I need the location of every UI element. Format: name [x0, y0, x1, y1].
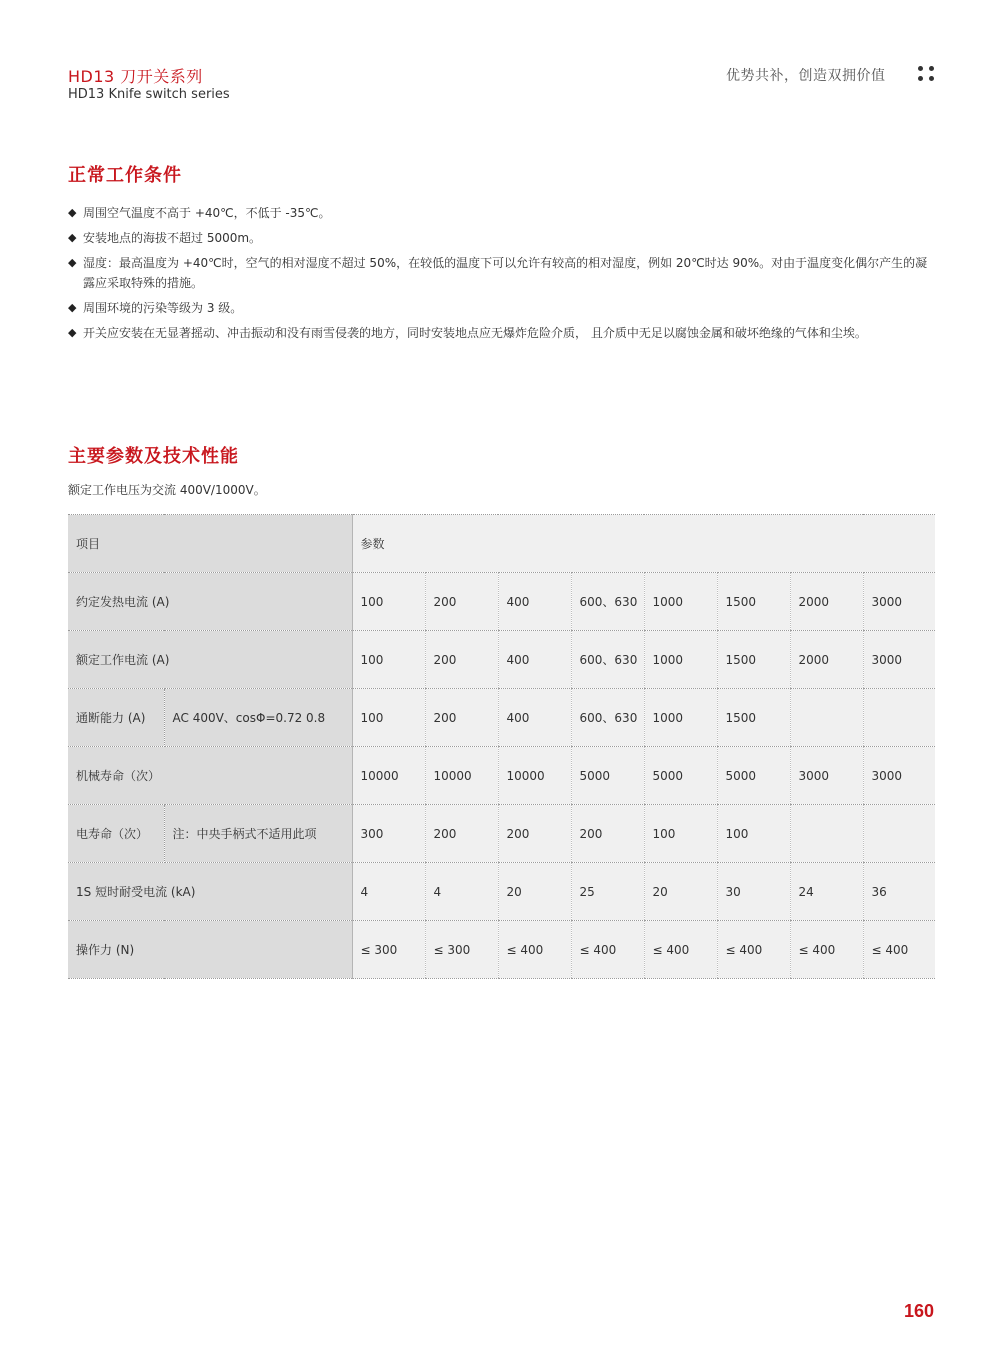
table-cell: 10000: [498, 747, 571, 805]
condition-item: [68, 228, 938, 248]
table-cell: 400: [498, 631, 571, 689]
row-label: 机械寿命（次）: [68, 747, 352, 805]
dots-icon: [918, 66, 936, 84]
table-row: [68, 863, 935, 921]
table-cell: 1500: [717, 689, 790, 747]
table-cell: [863, 805, 935, 863]
condition-text: 周围环境的污染等级为 3 级。: [83, 301, 243, 315]
diamond-bullet-icon: ◆: [68, 326, 77, 339]
table-cell: 1000: [644, 573, 717, 631]
table-cell: 20: [644, 863, 717, 921]
page-number: 160: [903, 1301, 934, 1321]
rated-voltage-note: 额定工作电压为交流 400V/1000V。: [68, 483, 266, 497]
table-cell: 400: [498, 689, 571, 747]
diamond-bullet-icon: ◆: [68, 206, 77, 219]
condition-item: [68, 253, 938, 293]
series-title-en: HD13 Knife switch series: [68, 87, 230, 102]
table-cell: 1000: [644, 689, 717, 747]
table-cell: 5000: [717, 747, 790, 805]
row-label: 约定发热电流 (A): [68, 573, 352, 631]
table-cell: 600、630: [571, 631, 644, 689]
table-cell: 3000: [863, 573, 935, 631]
table-cell: 100: [352, 689, 425, 747]
condition-text: 安装地点的海拔不超过 5000m。: [83, 231, 262, 245]
row-label: 操作力 (N): [68, 921, 352, 979]
table-cell: ≤ 400: [717, 921, 790, 979]
table-cell: 200: [425, 805, 498, 863]
condition-item: [68, 323, 938, 343]
diamond-bullet-icon: ◆: [68, 231, 77, 244]
table-cell: ≤ 400: [790, 921, 863, 979]
table-cell: ≤ 300: [352, 921, 425, 979]
header-params-cell: 参数: [352, 515, 935, 573]
table-row: [68, 689, 935, 747]
series-title-cn: HD13 刀开关系列: [68, 67, 203, 86]
diamond-bullet-icon: ◆: [68, 301, 77, 314]
table-cell: 4: [425, 863, 498, 921]
table-cell: 5000: [644, 747, 717, 805]
table-row: [68, 573, 935, 631]
table-cell: 1000: [644, 631, 717, 689]
table-cell: ≤ 400: [644, 921, 717, 979]
row-sublabel: AC 400V、cosΦ=0.72 0.8: [164, 689, 352, 747]
row-label: 电寿命（次）: [68, 805, 164, 863]
condition-text: 开关应安装在无显著摇动、冲击振动和没有雨雪侵袭的地方，同时安装地点应无爆炸危险介质， 且介质中无足以腐蚀金属和破坏绝缘的气体和尘埃。: [83, 326, 867, 340]
table-cell: 600、630: [571, 689, 644, 747]
specs-title: 主要参数及技术性能: [68, 446, 239, 467]
table-cell: 100: [717, 805, 790, 863]
table-cell: 100: [352, 631, 425, 689]
condition-text: 湿度：最高温度为 +40℃时，空气的相对湿度不超过 50%，在较低的温度下可以允许有较高的相对湿度，例如 20℃时达 90%。对由于温度变化偶尔产生的凝露应采取特殊的措施。: [83, 256, 928, 290]
conditions-list: [68, 203, 938, 348]
row-sublabel: 注：中央手柄式不适用此项: [164, 805, 352, 863]
table-cell: [790, 805, 863, 863]
table-header-row: [68, 515, 935, 573]
table-cell: 2000: [790, 631, 863, 689]
table-cell: 600、630: [571, 573, 644, 631]
table-cell: 100: [644, 805, 717, 863]
table-row: [68, 805, 935, 863]
table-cell: 2000: [790, 573, 863, 631]
table-cell: 25: [571, 863, 644, 921]
conditions-title: 正常工作条件: [68, 165, 182, 186]
table-cell: ≤ 400: [571, 921, 644, 979]
table-cell: 4: [352, 863, 425, 921]
table-cell: 200: [571, 805, 644, 863]
table-cell: [790, 689, 863, 747]
condition-item: [68, 203, 938, 223]
table-cell: 200: [425, 573, 498, 631]
table-cell: 10000: [352, 747, 425, 805]
header-slogan: 优势共补，创造双拥价值: [726, 68, 886, 84]
table-cell: 1500: [717, 631, 790, 689]
table-cell: 3000: [863, 747, 935, 805]
condition-text: 周围空气温度不高于 +40℃，不低于 -35℃。: [83, 206, 331, 220]
table-cell: ≤ 300: [425, 921, 498, 979]
spec-table: [68, 514, 935, 979]
table-cell: 10000: [425, 747, 498, 805]
table-cell: 400: [498, 573, 571, 631]
table-cell: 200: [425, 631, 498, 689]
table-cell: 200: [425, 689, 498, 747]
header-item-cell: 项目: [68, 515, 352, 573]
table-cell: 3000: [790, 747, 863, 805]
table-cell: 1500: [717, 573, 790, 631]
row-label: 通断能力 (A): [68, 689, 164, 747]
row-label: 额定工作电流 (A): [68, 631, 352, 689]
table-row: [68, 747, 935, 805]
diamond-bullet-icon: ◆: [68, 256, 77, 269]
table-cell: 24: [790, 863, 863, 921]
table-cell: ≤ 400: [863, 921, 935, 979]
table-row: [68, 631, 935, 689]
table-cell: 5000: [571, 747, 644, 805]
table-cell: 200: [498, 805, 571, 863]
table-cell: 300: [352, 805, 425, 863]
table-row: [68, 921, 935, 979]
table-cell: 36: [863, 863, 935, 921]
table-cell: 100: [352, 573, 425, 631]
table-cell: 30: [717, 863, 790, 921]
table-cell: 20: [498, 863, 571, 921]
table-cell: 3000: [863, 631, 935, 689]
table-cell: ≤ 400: [498, 921, 571, 979]
condition-item: [68, 298, 938, 318]
table-cell: [863, 689, 935, 747]
row-label: 1S 短时耐受电流 (kA): [68, 863, 352, 921]
